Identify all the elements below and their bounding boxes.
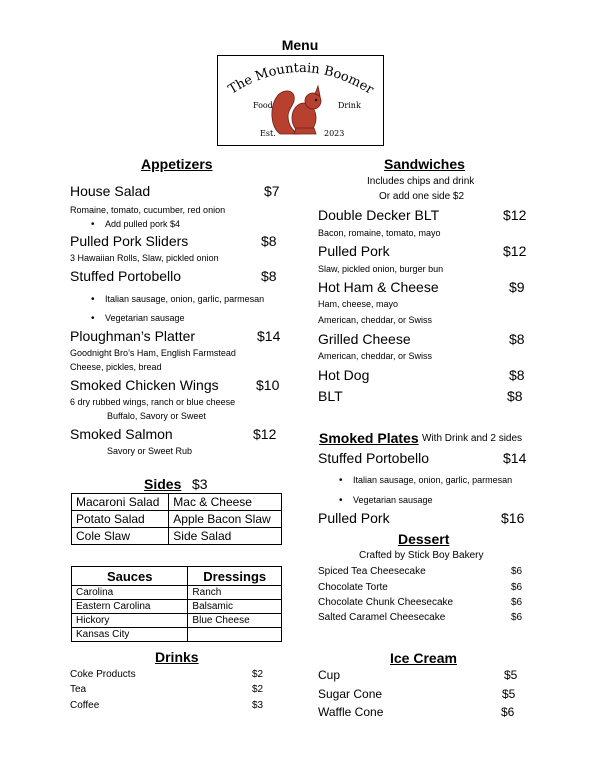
ploughman-desc-1: Goodnight Bro’s Ham, English Farmstead [70, 348, 236, 358]
double-blt-desc: Bacon, romaine, tomato, mayo [318, 228, 441, 238]
sandwiches-sub-2: Or add one side $2 [379, 191, 465, 202]
blt-price: $8 [507, 388, 523, 404]
table-row [72, 614, 282, 628]
house-salad-desc: Romaine, tomato, cucumber, red onion [70, 205, 226, 215]
grilled-cheese-desc: American, cheddar, or Swiss [318, 351, 433, 361]
logo-est: Est. [260, 129, 276, 138]
grilled-cheese-price: $8 [509, 331, 525, 347]
dessert-heading: Dessert [398, 531, 450, 547]
dessert-item: Chocolate Torte [318, 582, 388, 593]
portobello-note-1: • Italian sausage, onion, garlic, parmesan [105, 294, 264, 304]
dressing-item: Ranch [188, 586, 282, 600]
drink-price: $2 [252, 669, 264, 680]
appetizers-heading: Appetizers [141, 156, 213, 172]
salmon-desc: Savory or Sweet Rub [107, 446, 193, 456]
ice-cream-heading: Ice Cream [390, 650, 457, 666]
ice-cream-item: Sugar Cone [318, 687, 383, 701]
sauce-item: Carolina [72, 586, 188, 600]
sauce-item: Eastern Carolina [72, 600, 188, 614]
portobello-note-2: • Vegetarian sausage [105, 313, 185, 323]
table-row [72, 528, 282, 545]
sides-heading: Sides [144, 476, 182, 492]
side-item: Apple Bacon Slaw [169, 511, 282, 528]
table-row [72, 600, 282, 614]
drinks-heading: Drinks [155, 649, 199, 665]
sandwiches-sub-1: Includes chips and drink [367, 176, 475, 187]
sliders-price: $8 [261, 233, 277, 249]
pulled-pork-name: Pulled Pork [318, 243, 390, 259]
ploughman-price: $14 [257, 328, 281, 344]
salmon-price: $12 [253, 426, 277, 442]
ice-cream-price: $5 [504, 668, 518, 682]
side-item: Potato Salad [72, 511, 169, 528]
table-row [72, 586, 282, 600]
table-header-row [72, 567, 282, 586]
side-item: Macaroni Salad [72, 494, 169, 511]
portobello-name: Stuffed Portobello [70, 268, 182, 284]
plate-portobello-name: Stuffed Portobello [318, 450, 430, 466]
logo-drink: Drink [338, 101, 361, 110]
drink-price: $2 [252, 684, 264, 695]
sauces-heading: Sauces [72, 567, 188, 586]
wings-name: Smoked Chicken Wings [70, 377, 219, 393]
drink-item: Coffee [70, 700, 100, 711]
double-blt-name: Double Decker BLT [318, 207, 440, 223]
dressing-item [188, 628, 282, 642]
house-salad-name: House Salad [70, 183, 151, 199]
sauce-item: Kansas City [72, 628, 188, 642]
ploughman-desc-2: Cheese, pickles, bread [70, 362, 162, 372]
drink-price: $3 [252, 700, 264, 711]
dessert-item: Spiced Tea Cheesecake [318, 566, 426, 577]
logo-year: 2023 [324, 129, 345, 138]
ham-cheese-desc-2: American, cheddar, or Swiss [318, 315, 433, 325]
ploughman-name: Ploughman’s Platter [70, 328, 196, 344]
grilled-cheese-name: Grilled Cheese [318, 331, 411, 347]
smoked-plates-sub: With Drink and 2 sides [422, 433, 523, 444]
table-row [72, 494, 282, 511]
side-item: Mac & Cheese [169, 494, 282, 511]
dressings-heading: Dressings [188, 567, 282, 586]
pulled-pork-price: $12 [503, 243, 527, 259]
plate-portobello-note-2: • Vegetarian sausage [353, 495, 433, 505]
dessert-item: Salted Caramel Cheesecake [318, 612, 446, 623]
ice-cream-price: $6 [501, 705, 515, 719]
hot-dog-price: $8 [509, 367, 525, 383]
ham-cheese-desc-1: Ham, cheese, mayo [318, 299, 399, 309]
wings-desc-1: 6 dry rubbed wings, ranch or blue cheese [70, 397, 236, 407]
house-salad-note: • Add pulled pork $4 [105, 219, 180, 229]
salmon-name: Smoked Salmon [70, 426, 173, 442]
dessert-item: Chocolate Chunk Cheesecake [318, 597, 454, 608]
logo-name: The Mountain Boomer [225, 60, 377, 98]
ice-cream-item: Cup [318, 668, 341, 682]
sides-price: $3 [192, 476, 208, 492]
plate-portobello-price: $14 [503, 450, 527, 466]
sauce-item: Hickory [72, 614, 188, 628]
dessert-price: $6 [511, 566, 523, 577]
portobello-price: $8 [261, 268, 277, 284]
sauces-table [71, 566, 282, 642]
double-blt-price: $12 [503, 207, 527, 223]
dessert-price: $6 [511, 597, 523, 608]
pulled-pork-desc: Slaw, pickled onion, burger bun [318, 264, 444, 274]
table-row [72, 628, 282, 642]
logo [217, 55, 384, 146]
sandwiches-heading: Sandwiches [384, 156, 465, 172]
ice-cream-item: Waffle Cone [318, 705, 384, 719]
hot-dog-name: Hot Dog [318, 367, 370, 383]
ice-cream-price: $5 [502, 687, 516, 701]
table-row [72, 511, 282, 528]
dressing-item: Blue Cheese [188, 614, 282, 628]
ham-cheese-price: $9 [509, 279, 525, 295]
menu-title: Menu [281, 37, 319, 53]
ham-cheese-name: Hot Ham & Cheese [318, 279, 439, 295]
sliders-name: Pulled Pork Sliders [70, 233, 189, 249]
dessert-price: $6 [511, 582, 523, 593]
plate-pulled-pork-price: $16 [501, 510, 525, 526]
smoked-plates-heading: Smoked Plates [319, 430, 419, 446]
dressing-item: Balsamic [188, 600, 282, 614]
wings-price: $10 [256, 377, 280, 393]
sliders-desc: 3 Hawaiian Rolls, Slaw, pickled onion [70, 253, 219, 263]
house-salad-price: $7 [264, 183, 280, 199]
sides-table [71, 493, 282, 545]
dessert-sub: Crafted by Stick Boy Bakery [359, 550, 484, 561]
drink-item: Coke Products [70, 669, 136, 680]
plate-portobello-note-1: • Italian sausage, onion, garlic, parmesan [353, 475, 512, 485]
dessert-price: $6 [511, 612, 523, 623]
wings-desc-2: Buffalo, Savory or Sweet [107, 411, 206, 421]
blt-name: BLT [318, 388, 343, 404]
plate-pulled-pork-name: Pulled Pork [318, 510, 390, 526]
side-item: Side Salad [169, 528, 282, 545]
side-item: Cole Slaw [72, 528, 169, 545]
logo-food: Food [253, 101, 273, 110]
drink-item: Tea [70, 684, 87, 695]
